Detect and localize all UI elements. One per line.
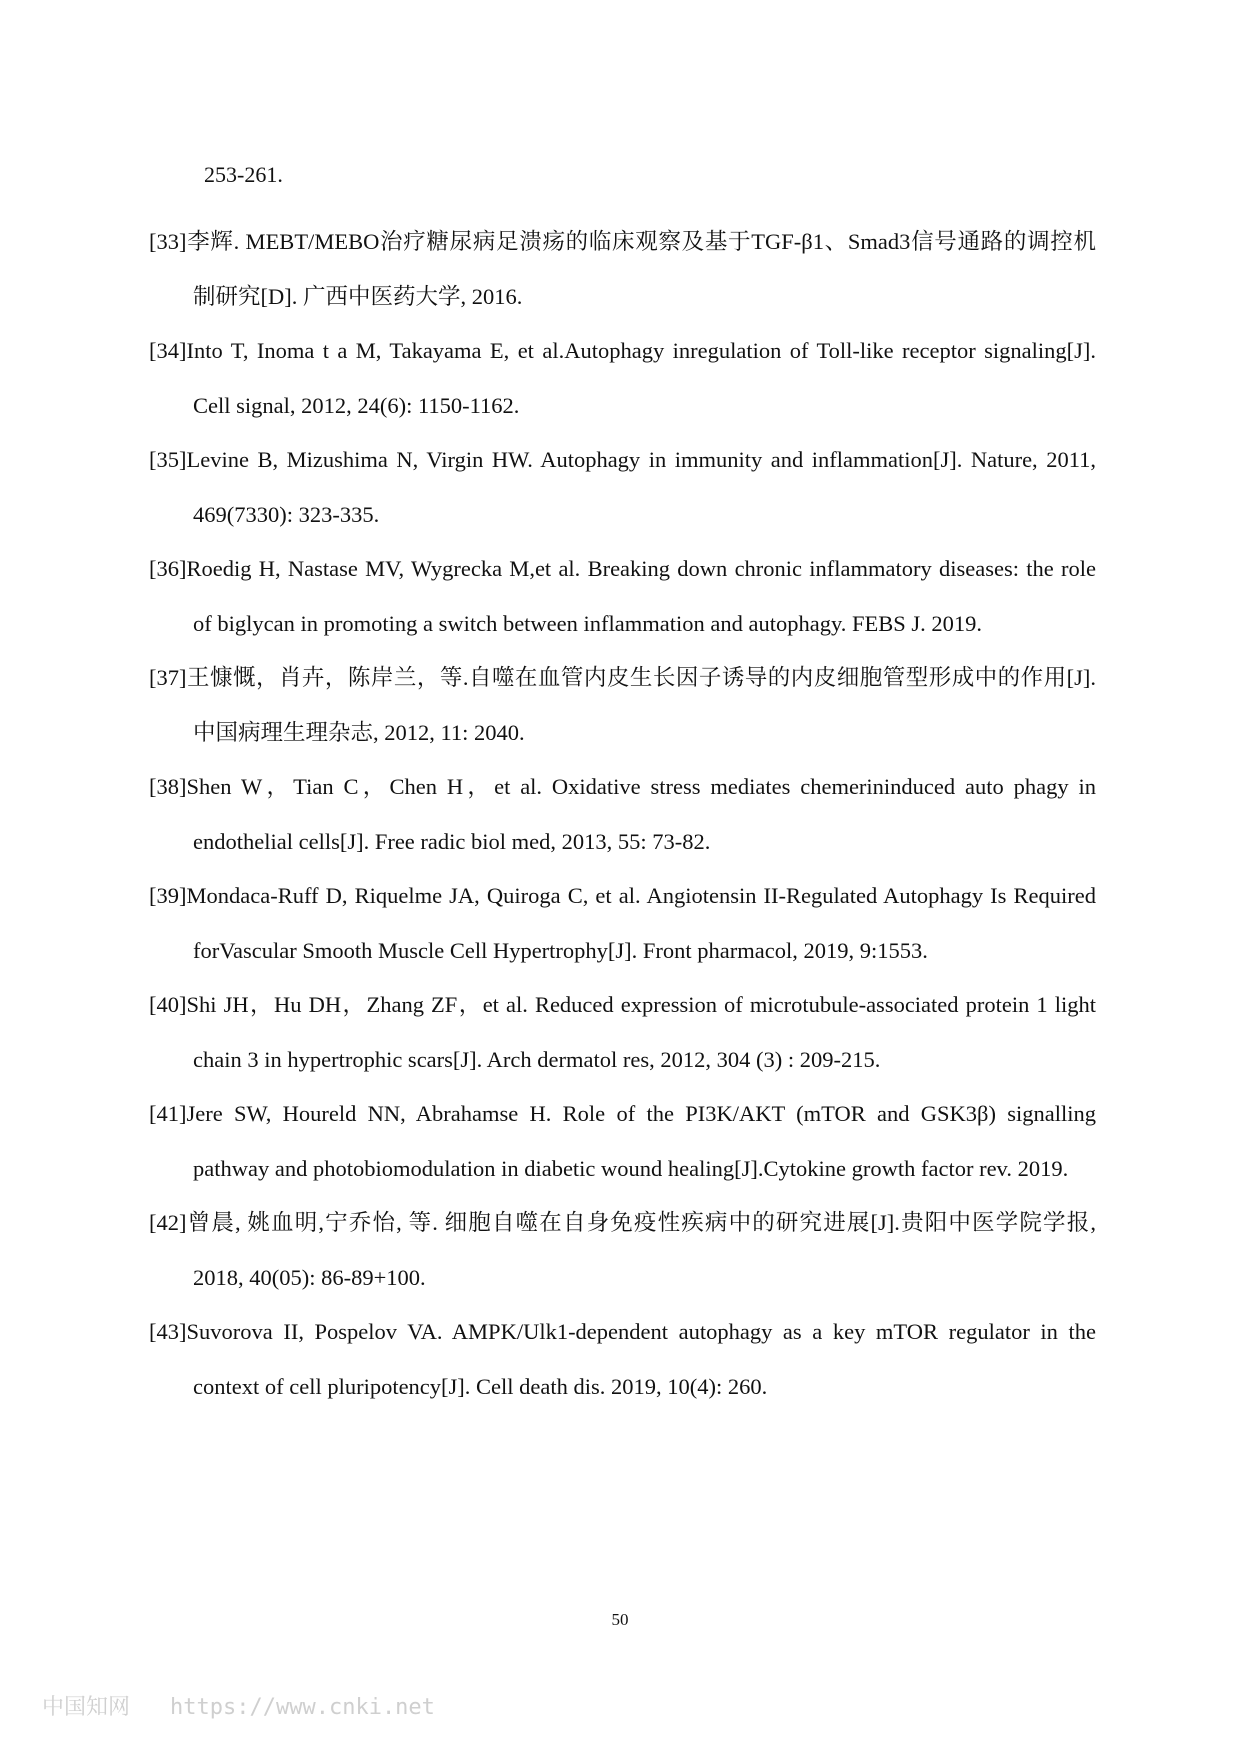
reference-number: [37] bbox=[149, 665, 187, 690]
watermark-url: https://www.cnki.net bbox=[170, 1695, 435, 1720]
reference-item bbox=[149, 215, 1096, 324]
reference-number: [36] bbox=[149, 556, 187, 581]
reference-text: Roedig H, Nastase MV, Wygrecka M,et al. Breaking down chronic inflammatory diseases: the role of biglycan in promoting a switch between inflammation and autophagy. FEBS J. 2019. bbox=[186, 556, 1096, 636]
reference-text: Into T, Inoma t a M, Takayama E, et al.Autophagy inregulation of Toll-like receptor signaling[J]. Cell signal, 2012, 24(6): 1150-1162. bbox=[186, 338, 1096, 418]
reference-number: [43] bbox=[149, 1319, 187, 1344]
reference-number: [41] bbox=[149, 1101, 187, 1126]
reference-item bbox=[149, 433, 1096, 542]
reference-number: [33] bbox=[149, 229, 187, 254]
reference-item bbox=[149, 1196, 1096, 1305]
page-number: 50 bbox=[611, 1610, 629, 1629]
reference-item bbox=[149, 869, 1096, 978]
reference-item bbox=[149, 1087, 1096, 1196]
reference-item bbox=[149, 760, 1096, 869]
reference-number: [35] bbox=[149, 447, 187, 472]
reference-text: 王慷慨，肖卉，陈岸兰，等.自噬在血管内皮生长因子诱导的内皮细胞管型形成中的作用[J]. 中国病理生理杂志, 2012, 11: 2040. bbox=[186, 665, 1096, 745]
reference-item bbox=[149, 324, 1096, 433]
reference-list bbox=[149, 215, 1096, 1414]
reference-number: [34] bbox=[149, 338, 187, 363]
watermark-brand: 中国知网 bbox=[42, 1695, 131, 1720]
reference-number: [40] bbox=[149, 992, 187, 1017]
reference-item bbox=[149, 651, 1096, 760]
reference-text: Jere SW, Houreld NN, Abrahamse H. Role of the PI3K/AKT (mTOR and GSK3β) signalling pathway and photobiomodulation in diabetic wound healing[J].Cytokine growth factor rev. 2019. bbox=[186, 1101, 1096, 1181]
reference-number: [39] bbox=[149, 883, 187, 908]
reference-number: [38] bbox=[149, 774, 187, 799]
reference-text: Suvorova II, Pospelov VA. AMPK/Ulk1-dependent autophagy as a key mTOR regulator in the context of cell pluripotency[J]. Cell death dis. 2019, 10(4): 260. bbox=[186, 1319, 1096, 1399]
reference-text: Shi JH，Hu DH，Zhang ZF，et al. Reduced expression of microtubule-associated protein 1 light chain 3 in hypertrophic scars[J]. Arch dermatol res, 2012, 304 (3) : 209-215. bbox=[186, 992, 1096, 1072]
cnki-watermark bbox=[42, 1692, 435, 1723]
continuation-text: 253-261. bbox=[204, 162, 283, 187]
reference-item bbox=[149, 1305, 1096, 1414]
reference-text: Mondaca-Ruff D, Riquelme JA, Quiroga C, et al. Angiotensin II-Regulated Autophagy Is Required forVascular Smooth Muscle Cell Hypertrophy[J]. Front pharmacol, 2019, 9:1553. bbox=[186, 883, 1096, 963]
reference-text: Levine B, Mizushima N, Virgin HW. Autophagy in immunity and inflammation[J]. Nature, 2011, 469(7330): 323-335. bbox=[186, 447, 1096, 527]
reference-text: 李辉. MEBT/MEBO治疗糖尿病足溃疡的临床观察及基于TGF-β1、Smad3信号通路的调控机制研究[D]. 广西中医药大学, 2016. bbox=[186, 229, 1096, 309]
reference-text: Shen W，Tian C，Chen H，et al. Oxidative stress mediates chemerininduced auto phagy in endothelial cells[J]. Free radic biol med, 2013, 55: 73-82. bbox=[186, 774, 1096, 854]
reference-number: [42] bbox=[149, 1210, 187, 1235]
reference-item bbox=[149, 978, 1096, 1087]
reference-text: 曾晨, 姚血明,宁乔怡, 等. 细胞自噬在自身免疫性疾病中的研究进展[J].贵阳中医学院学报, 2018, 40(05): 86-89+100. bbox=[186, 1210, 1096, 1290]
reference-item bbox=[149, 542, 1096, 651]
